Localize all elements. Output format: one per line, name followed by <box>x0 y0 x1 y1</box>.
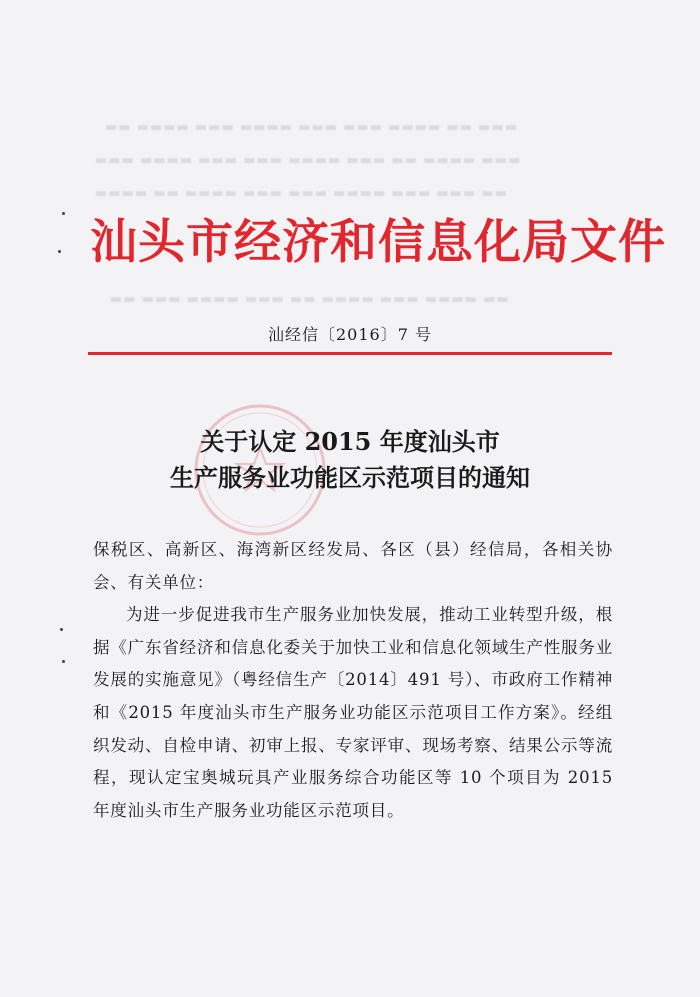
notice-title-line-1: 关于认定 2015 年度汕头市 <box>200 427 500 456</box>
bleed-through-line: ▬▬▬▬ ▬▬ ▬▬▬▬ ▬▬▬ ▬▬▬ ▬▬▬▬ ▬▬▬ ▬▬▬ ▬▬ <box>95 186 508 201</box>
scan-mark <box>58 250 61 253</box>
notice-body <box>93 534 613 827</box>
bleed-through-line: ▬▬ ▬▬▬ ▬▬▬▬ ▬▬▬ ▬▬ ▬▬▬▬ ▬▬▬ ▬▬▬▬ ▬▬ <box>110 292 510 307</box>
bleed-through-line: ▬▬▬ ▬▬▬▬ ▬▬▬ ▬▬▬ ▬▬▬▬ ▬▬▬ ▬▬ ▬▬▬▬ ▬▬▬ <box>95 153 522 168</box>
red-divider-line <box>88 352 612 355</box>
issuer-header-title: 汕头市经济和信息化局文件 <box>90 215 666 270</box>
scan-mark <box>60 628 63 631</box>
bleed-through-line: ▬▬ ▬▬▬▬ ▬▬▬ ▬▬▬▬ ▬▬▬ ▬▬▬ ▬▬▬▬ ▬▬ ▬▬▬ <box>105 120 518 135</box>
addressee-line: 保税区、高新区、海湾新区经发局、各区（县）经信局，各相关协会、有关单位： <box>93 540 613 592</box>
body-paragraph: 为进一步促进我市生产服务业加快发展，推动工业转型升级，根据《广东省经济和信息化委关于加快工业和信息化领域生产性服务业发展的实施意见》（粤经信生产〔2014〕491 号）、市政府工作精神和《2015 年度汕头市生产服务业功能区示范项目工作方案》。经组织发动、自检申请、初审上报、专家评审、现场考察、结果公示等流程，现认定宝奥城玩具产业服务综合功能区等 10 个项目为 2015 年度汕头市生产服务业功能区示范项目。 <box>93 605 613 820</box>
notice-title-line-2: 生产服务业功能区示范项目的通知 <box>170 463 530 492</box>
document-number: 汕经信〔2016〕7 号 <box>268 325 432 344</box>
scan-mark <box>62 212 65 215</box>
scan-mark <box>62 660 65 663</box>
